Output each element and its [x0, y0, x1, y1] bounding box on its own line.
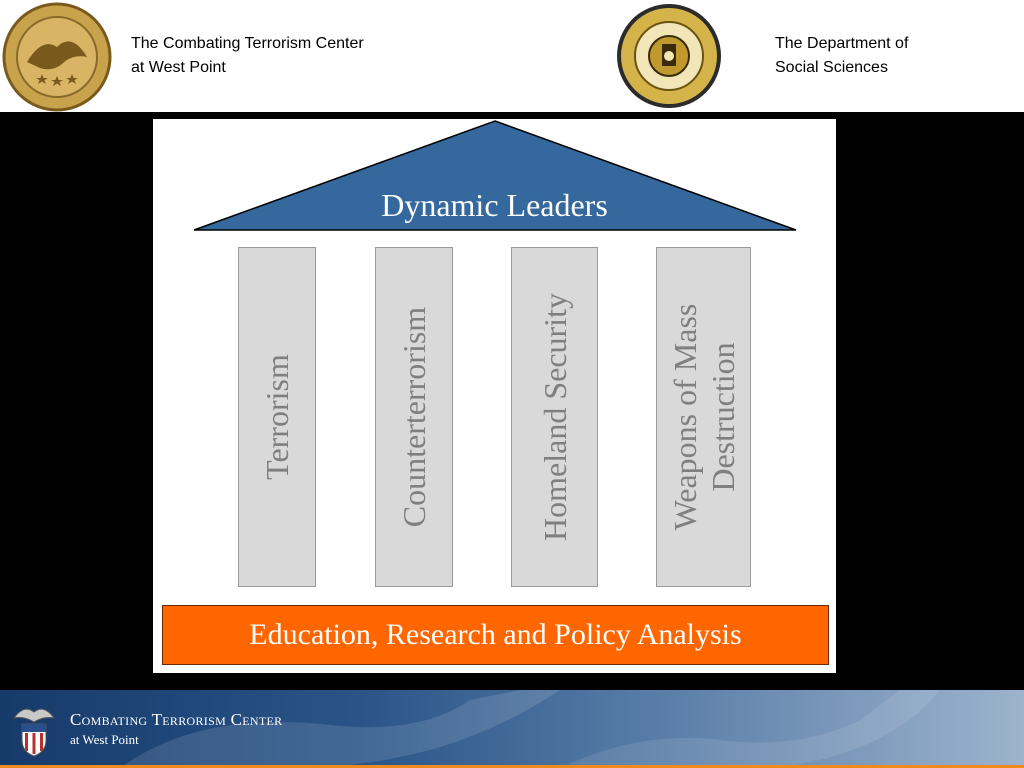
ctc-seal-icon	[2, 2, 112, 112]
pillar-wmd-label-line-2: Destruction	[704, 342, 741, 492]
pillar-wmd-label	[666, 304, 742, 531]
dss-org-name-line-1: The Department of	[775, 35, 909, 52]
foundation-bar	[162, 605, 829, 665]
pillars-diagram	[153, 119, 836, 673]
ctc-org-name-line-2: at West Point	[131, 59, 226, 76]
pillar-terrorism-label	[258, 354, 296, 480]
footer-subtitle: at West Point	[70, 732, 139, 747]
west-point-crest-icon	[8, 700, 60, 758]
pillar-counterterrorism-label	[395, 307, 433, 527]
pillar-homeland-security	[511, 247, 598, 587]
foundation-label: Education, Research and Policy Analysis	[249, 618, 742, 651]
dss-org-name-line-2: Social Sciences	[775, 59, 888, 76]
pillar-terrorism-label-line: Terrorism	[259, 354, 295, 480]
dss-org-name	[775, 32, 995, 80]
pillar-homeland-security-label-line: Homeland Security	[536, 293, 573, 541]
header-bar	[0, 0, 1024, 113]
pillar-counterterrorism	[375, 247, 453, 587]
pillar-counterterrorism-label-line: Counterterrorism	[396, 306, 432, 528]
ctc-org-name-line-1: The Combating Terrorism Center	[131, 35, 364, 52]
ctc-org-name	[131, 32, 451, 80]
footer-title: Combating Terrorism Center	[70, 710, 283, 729]
header-divider	[0, 112, 1024, 114]
footer-bar	[0, 690, 1024, 768]
pillar-wmd	[656, 247, 751, 587]
pillar-terrorism	[238, 247, 316, 587]
roof-label: Dynamic Leaders	[381, 187, 608, 223]
social-sciences-seal-icon	[614, 2, 724, 110]
pillar-wmd-label-line-1: Weapons of Mass	[666, 303, 703, 531]
pillar-homeland-security-label	[536, 293, 574, 541]
